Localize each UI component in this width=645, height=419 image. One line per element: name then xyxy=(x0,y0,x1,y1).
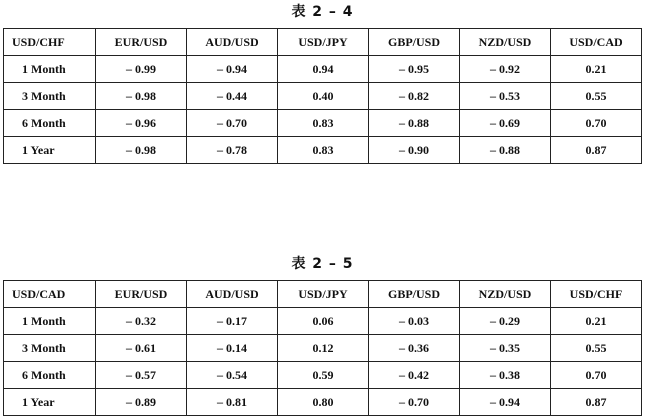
table-cell: 0.55 xyxy=(551,83,642,110)
header-cell: GBP/USD xyxy=(369,29,460,56)
header-cell: AUD/USD xyxy=(187,281,278,308)
header-cell: EUR/USD xyxy=(96,281,187,308)
table-cell: – 0.94 xyxy=(187,56,278,83)
row-label: 6 Month xyxy=(4,110,96,137)
table-cell: – 0.29 xyxy=(460,308,551,335)
table-row xyxy=(4,308,642,335)
header-cell: EUR/USD xyxy=(96,29,187,56)
table-header-row xyxy=(4,29,642,56)
table-header-row xyxy=(4,281,642,308)
table-row xyxy=(4,56,642,83)
header-cell: USD/CHF xyxy=(551,281,642,308)
table-cell: – 0.57 xyxy=(96,362,187,389)
table-cell: 0.06 xyxy=(278,308,369,335)
row-label: 3 Month xyxy=(4,335,96,362)
table-cell: – 0.78 xyxy=(187,137,278,164)
table-cell: – 0.70 xyxy=(369,389,460,416)
table-cell: – 0.82 xyxy=(369,83,460,110)
table-cell: – 0.36 xyxy=(369,335,460,362)
table-cell: – 0.54 xyxy=(187,362,278,389)
table-cell: 0.80 xyxy=(278,389,369,416)
table-cell: – 0.70 xyxy=(187,110,278,137)
header-cell: USD/JPY xyxy=(278,281,369,308)
table-cell: – 0.81 xyxy=(187,389,278,416)
table-cell: – 0.32 xyxy=(96,308,187,335)
table-cell: – 0.96 xyxy=(96,110,187,137)
header-cell: USD/CHF xyxy=(4,29,96,56)
table-cell: – 0.35 xyxy=(460,335,551,362)
table-cell: – 0.90 xyxy=(369,137,460,164)
table-cell: 0.59 xyxy=(278,362,369,389)
header-cell: AUD/USD xyxy=(187,29,278,56)
table-cell: – 0.88 xyxy=(369,110,460,137)
header-cell: GBP/USD xyxy=(369,281,460,308)
table-row xyxy=(4,83,642,110)
table-cell: – 0.42 xyxy=(369,362,460,389)
table-cell: – 0.98 xyxy=(96,83,187,110)
table-caption: 表 2 – 4 xyxy=(291,4,354,20)
table-cell: 0.55 xyxy=(551,335,642,362)
header-cell: USD/CAD xyxy=(551,29,642,56)
header-cell: USD/CAD xyxy=(4,281,96,308)
table-cell: – 0.94 xyxy=(460,389,551,416)
header-cell: NZD/USD xyxy=(460,281,551,308)
table-row xyxy=(4,110,642,137)
table-cell: 0.12 xyxy=(278,335,369,362)
table-row xyxy=(4,335,642,362)
table-cell: 0.70 xyxy=(551,362,642,389)
header-cell: USD/JPY xyxy=(278,29,369,56)
row-label: 1 Year xyxy=(4,389,96,416)
table-row xyxy=(4,362,642,389)
row-label: 1 Year xyxy=(4,137,96,164)
table-cell: 0.21 xyxy=(551,308,642,335)
table-cell: – 0.92 xyxy=(460,56,551,83)
table-cell: – 0.88 xyxy=(460,137,551,164)
table-cell: 0.83 xyxy=(278,110,369,137)
row-label: 1 Month xyxy=(4,308,96,335)
table-row xyxy=(4,389,642,416)
table-row xyxy=(4,137,642,164)
correlation-table-usd-cad xyxy=(3,280,642,416)
table-cell: – 0.38 xyxy=(460,362,551,389)
table-cell: 0.21 xyxy=(551,56,642,83)
correlation-table-usd-chf xyxy=(3,28,642,164)
table-cell: 0.70 xyxy=(551,110,642,137)
table-cell: 0.87 xyxy=(551,389,642,416)
table-cell: – 0.44 xyxy=(187,83,278,110)
table-cell: 0.40 xyxy=(278,83,369,110)
table-cell: – 0.53 xyxy=(460,83,551,110)
table-cell: – 0.69 xyxy=(460,110,551,137)
row-label: 1 Month xyxy=(4,56,96,83)
table-cell: 0.94 xyxy=(278,56,369,83)
table-cell: – 0.98 xyxy=(96,137,187,164)
table-cell: 0.87 xyxy=(551,137,642,164)
table-cell: – 0.03 xyxy=(369,308,460,335)
row-label: 3 Month xyxy=(4,83,96,110)
table-cell: – 0.89 xyxy=(96,389,187,416)
row-label: 6 Month xyxy=(4,362,96,389)
table-caption: 表 2 – 5 xyxy=(291,256,354,272)
table-cell: – 0.95 xyxy=(369,56,460,83)
table-cell: – 0.17 xyxy=(187,308,278,335)
table-cell: 0.83 xyxy=(278,137,369,164)
table-cell: – 0.14 xyxy=(187,335,278,362)
header-cell: NZD/USD xyxy=(460,29,551,56)
table-cell: – 0.99 xyxy=(96,56,187,83)
table-cell: – 0.61 xyxy=(96,335,187,362)
